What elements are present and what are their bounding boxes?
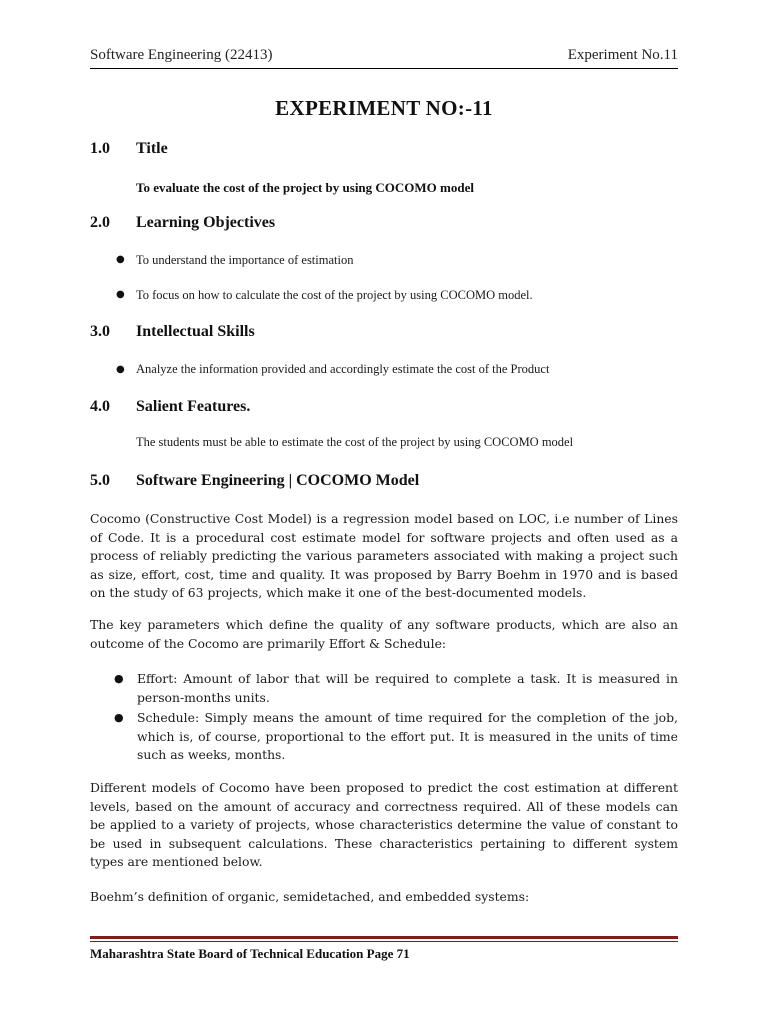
footer-rule [90,941,678,942]
section-1-title: Title [136,140,168,157]
section-3-title: Intellectual Skills [136,323,255,340]
footer-rule [90,936,678,939]
section-2-number: 2.0 [90,214,110,231]
bullet-icon: ● [116,254,125,265]
skill-item: Analyze the information provided and accordingly estimate the cost of the Product [136,362,550,376]
section-1-text: To evaluate the cost of the project by using COCOMO model [136,180,474,195]
body-paragraph: Cocomo (Constructive Cost Model) is a regression model based on LOC, i.e number of Lines of Code. It is a procedural cost estimate model for software projects and often used as a process of reliably predicting the various parameters associated with making a project such as size, effort, cost, time and quality. It was proposed by Barry Boehm in 1970 and is based on the study of 63 projects, which make it one of the best-documented models. [90,511,678,600]
objective-item: To understand the importance of estimation [136,253,354,267]
bullet-icon: ● [116,364,125,375]
body-paragraph: Boehm’s definition of organic, semidetached, and embedded systems: [90,889,530,904]
footer-text: Maharashtra State Board of Technical Education Page 71 [90,946,410,961]
body-paragraph: Different models of Cocomo have been proposed to predict the cost estimation at different levels, based on the amount of accuracy and correctness required. All of these models can be applied to a variety of projects, whose characteristics determine the value of constant to be used in subsequent calculations. These characteristics pertaining to different system types are mentioned below. [90,780,678,869]
section-5-number: 5.0 [90,472,110,489]
section-1-number: 1.0 [90,140,110,157]
section-2-title: Learning Objectives [136,214,276,231]
bullet-icon: ● [116,289,125,300]
section-4-text: The students must be able to estimate the cost of the project by using COCOMO model [136,435,574,449]
header-rule [90,68,678,69]
section-4-number: 4.0 [90,398,110,415]
section-4-title: Salient Features. [136,398,251,415]
section-3-number: 3.0 [90,323,110,340]
list-item: Effort: Amount of labor that will be required to complete a task. It is measured in person-months units. [137,671,678,705]
section-5-title: Software Engineering | COCOMO Model [136,472,420,489]
objective-item: To focus on how to calculate the cost of the project by using COCOMO model. [136,288,533,302]
bullet-icon: ● [114,672,124,685]
body-paragraph: The key parameters which define the quality of any software products, which are also an outcome of the Cocomo are primarily Effort & Schedule: [90,617,678,651]
page-title: EXPERIMENT NO:-11 [275,96,493,120]
header-course: Software Engineering (22413) [90,47,273,63]
header-experiment: Experiment No.11 [567,47,678,63]
list-item: Schedule: Simply means the amount of time required for the completion of the job, which is, of course, proportional to the effort put. It is measured in the units of time such as weeks, months. [137,710,678,762]
bullet-icon: ● [114,711,124,724]
